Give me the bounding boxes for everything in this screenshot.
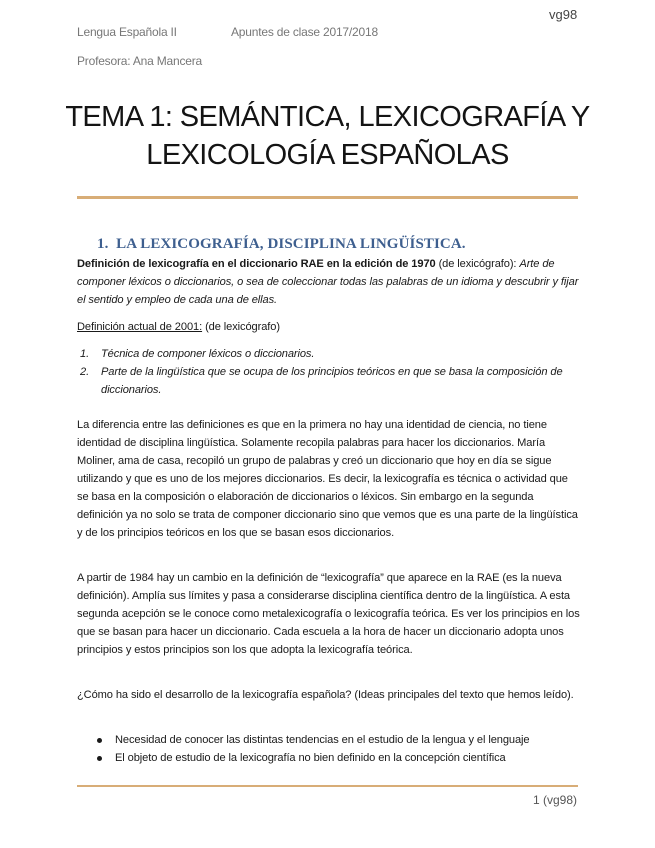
footer-divider xyxy=(77,785,578,787)
definitions-list xyxy=(77,345,580,399)
paragraph-2: A partir de 1984 hay un cambio en la definición de “lexicografía” que aparece en la RAE (es la nueva definición). Amplía sus límites y pasa a considerarse disciplina científica dentro de la lingüística. A esta segunda acepción se le conoce como metalexicografía o lexicografía teórica. Es ver los principios en los que se basan para hacer un diccionario. Cada escuela a la hora de hacer un diccionario adopta unos principios y estos principios son los que adopta la lexicografía teórica. xyxy=(77,572,580,656)
section-number: 1. xyxy=(97,236,109,252)
list-item: 2. Parte de la lingüística que se ocupa de los principios teóricos en que se basa la composición de diccionarios. xyxy=(80,366,563,396)
header-notes: Apuntes de clase 2017/2018 xyxy=(231,25,378,39)
definition-1970-lead: Definición de lexicografía en el diccionario RAE en la edición de 1970 xyxy=(77,258,436,270)
list-item: Necesidad de conocer las distintas tendencias en el estudio de la lengua y el lenguaje xyxy=(77,731,580,749)
section-heading xyxy=(97,236,466,253)
section-title: LA LEXICOGRAFÍA, DISCIPLINA LINGÜÍSTICA. xyxy=(116,236,466,252)
definition-2001 xyxy=(77,318,580,336)
header-professor: Profesora: Ana Mancera xyxy=(77,54,203,68)
definition-2001-source: (de lexicógrafo) xyxy=(205,321,280,333)
list-item: El objeto de estudio de la lexicografía no bien definido en la concepción científica xyxy=(77,749,580,767)
definition-2001-label: Definición actual de 2001: xyxy=(77,321,203,333)
title-line-1: TEMA 1: SEMÁNTICA, LEXICOGRAFÍA Y xyxy=(65,101,590,133)
page-title xyxy=(60,98,595,174)
title-divider xyxy=(77,196,578,199)
page-number: 1 (vg98) xyxy=(532,793,577,807)
watermark: vg98 xyxy=(549,7,578,22)
paragraph-1: La diferencia entre las definiciones es que en la primera no hay una identidad de ciencia, no tiene identidad de disciplina lingüística. Solamente recopila palabras para hacer los diccionarios. María Moliner, ama de casa, recopiló un grupo de palabras y creó un diccionario que hoy en día se sigue utilizando y que es uno de los mejores diccionarios. Es decir, la lexicografía es técnica o actividad que se basa en la composición o elaboración de diccionarios o léxicos. Sin embargo en la segunda definición ya no solo se trata de componer diccionario sino que vemos que es una parte de la lingüística y de los principios teóricos en los que se basan esos diccionarios. xyxy=(77,419,578,539)
definition-1970 xyxy=(77,255,580,309)
definition-1970-quote: Arte de componer léxicos o diccionarios, o sea de coleccionar todas las palabras de un idioma y descubrir y fijar el sentido y empleo de cada una de ellas. xyxy=(77,258,579,306)
paragraph-3: ¿Cómo ha sido el desarrollo de la lexicografía española? (Ideas principales del texto que hemos leído). xyxy=(77,689,574,701)
title-line-2: LEXICOLOGÍA ESPAÑOLAS xyxy=(146,139,509,171)
bullet-list xyxy=(77,731,580,767)
header-course: Lengua Española II xyxy=(77,25,177,39)
definition-1970-source: (de lexicógrafo): xyxy=(438,258,517,270)
list-item: 1. Técnica de componer léxicos o diccionarios. xyxy=(80,348,315,360)
